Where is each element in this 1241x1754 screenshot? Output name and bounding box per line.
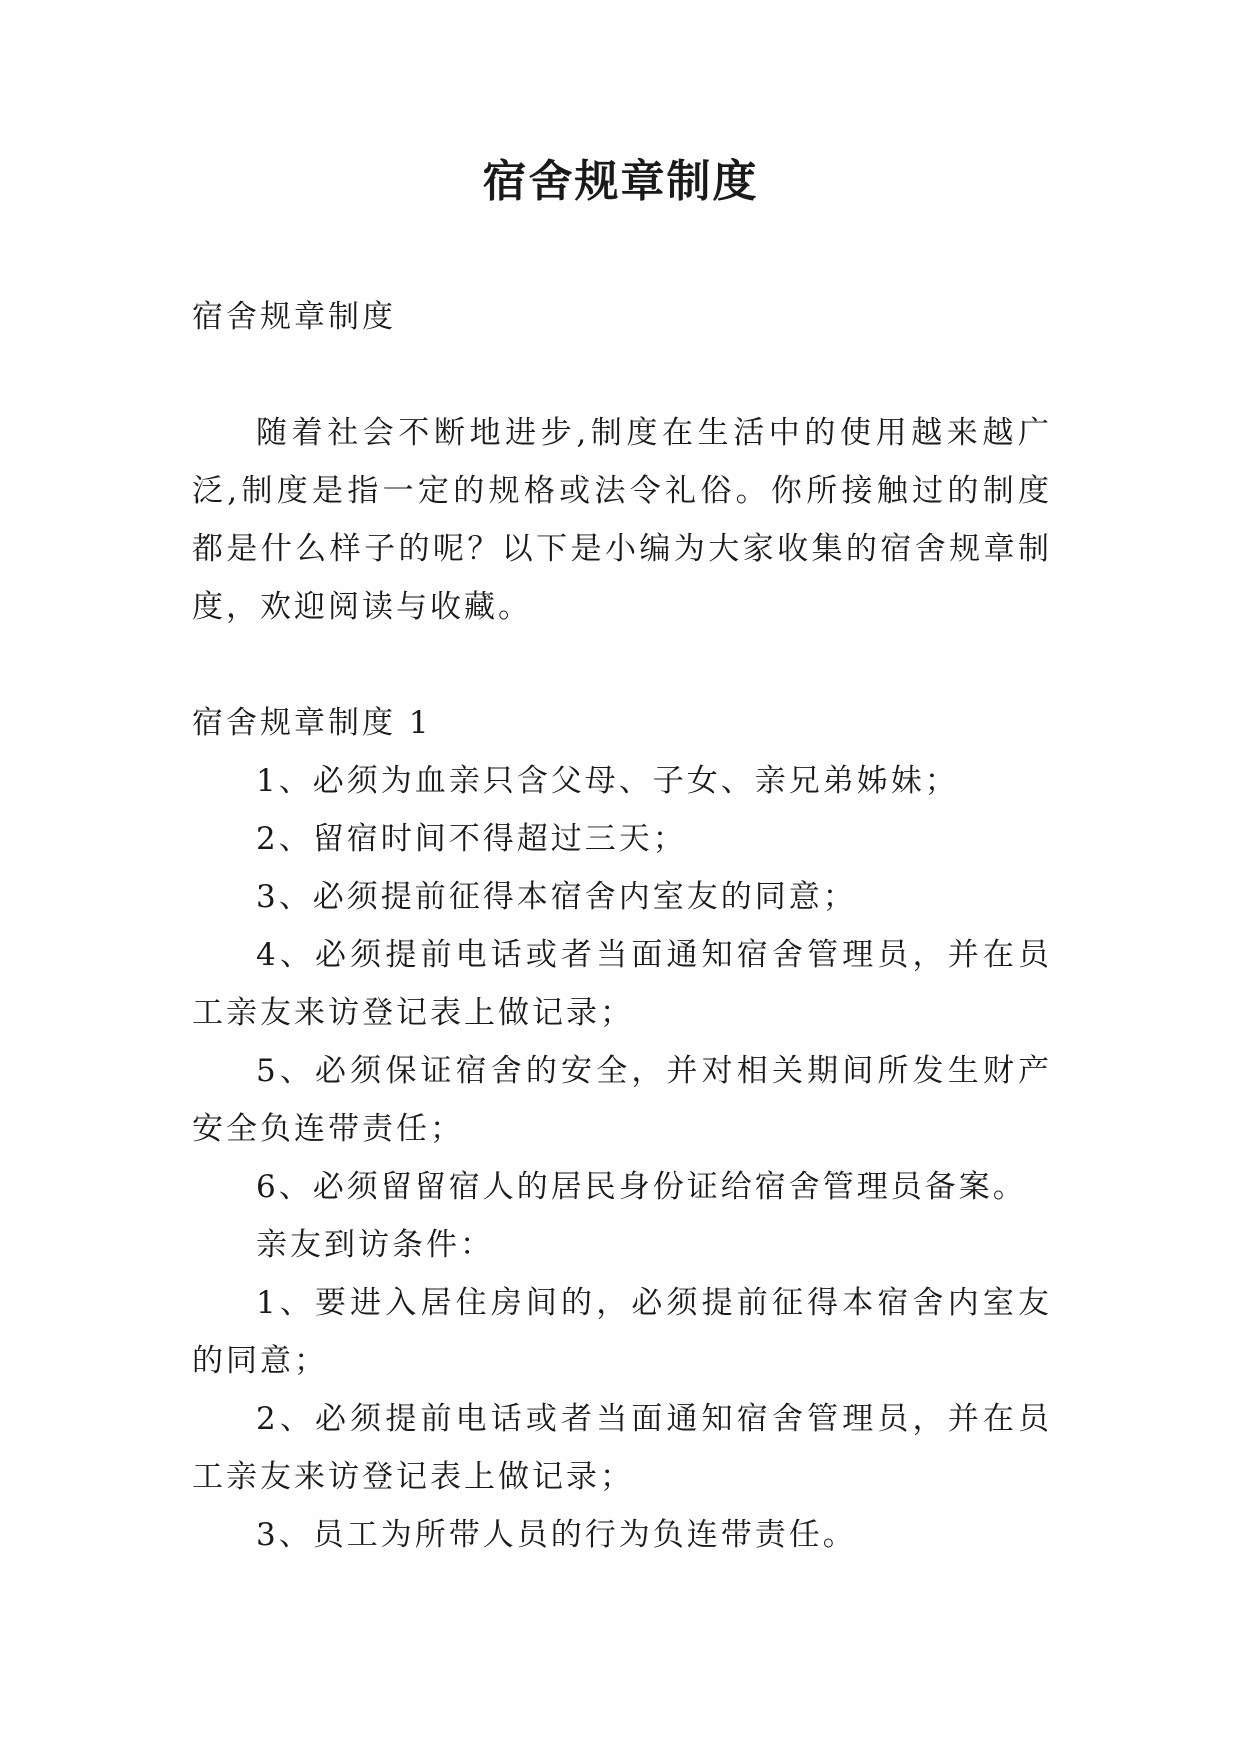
section-heading: 宿舍规章制度 1 (192, 705, 432, 741)
rule-item: 2、留宿时间不得超过三天； (256, 821, 687, 857)
visit-rule-item: 3、员工为所带人员的行为负连带责任。 (256, 1517, 857, 1553)
document-title: 宿舍规章制度 (482, 156, 759, 207)
rule-item: 3、必须提前征得本宿舍内室友的同意； (256, 879, 857, 915)
visit-rule-item: 1、要进入居住房间的，必须提前征得本宿舍内室友的同意； (192, 1285, 1052, 1379)
rule-item: 4、必须提前电话或者当面通知宿舍管理员，并在员工亲友来访登记表上做记录； (192, 937, 1052, 1031)
visit-conditions-heading: 亲友到访条件： (256, 1227, 494, 1263)
document-body (192, 288, 1052, 1564)
intro-paragraph: 随着社会不断地进步,制度在生活中的使用越来越广泛,制度是指一定的规格或法令礼俗。你所接触过的制度都是什么样子的呢？以下是小编为大家收集的宿舍规章制度，欢迎阅读与收藏。 (192, 415, 1052, 625)
visit-rule-item: 2、必须提前电话或者当面通知宿舍管理员，并在员工亲友来访登记表上做记录； (192, 1401, 1052, 1495)
document-subtitle: 宿舍规章制度 (192, 299, 396, 335)
rule-item: 6、必须留留宿人的居民身份证给宿舍管理员备案。 (256, 1169, 1027, 1205)
rule-item: 5、必须保证宿舍的安全，并对相关期间所发生财产安全负连带责任； (192, 1053, 1052, 1147)
rule-item: 1、必须为血亲只含父母、子女、亲兄弟姊妹； (256, 763, 959, 799)
